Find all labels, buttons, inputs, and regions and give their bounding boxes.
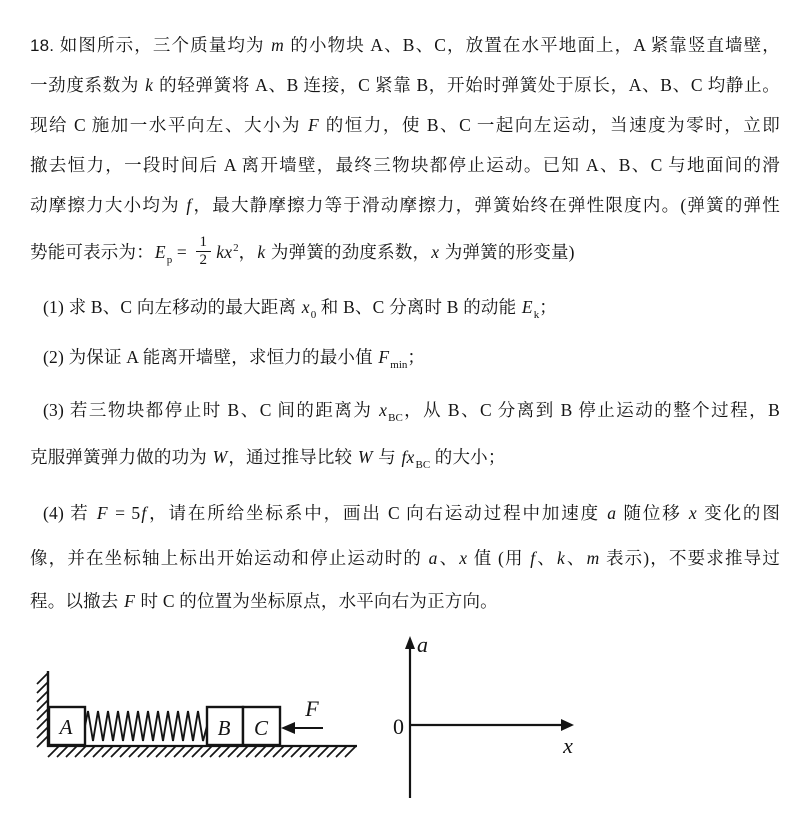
block-b (207, 707, 243, 745)
block-a-label: A (59, 715, 73, 739)
force-arrowhead (281, 722, 295, 734)
question-3-line-1: (3) 若三物块都停止时 B、C 间的距离为 $x_{BC}$，从 B、C 分离到 B 停止运动的整个过程，B (43, 400, 780, 424)
problem-line-2: 一劲度系数为 k 的轻弹簧将 A、B 连接，C 紧靠 B，开始时弹簧处于原长，A、B、C 均静止。 (30, 75, 780, 95)
wall-hatching (37, 673, 48, 747)
y-axis-arrowhead (405, 636, 415, 649)
x-axis-arrowhead (561, 719, 574, 731)
problem-line-5: 动摩擦力大小均为 f，最大静摩擦力等于滑动摩擦力，弹簧始终在弹性限度内。(弹簧的弹性 (30, 195, 780, 215)
problem-line-1: 18. 如图所示，三个质量均为 m 的小物块 A、B、C，放置在水平地面上，A 紧靠竖直墙壁， (30, 35, 781, 55)
question-4-line-3: 程。以撤去 F 时 C 的位置为坐标原点，水平向右为正方向。 (30, 591, 498, 611)
problem-line-4: 撤去恒力，一段时间后 A 离开墙壁，最终三物块都停止运动。已知 A、B、C 与地面间的滑 (30, 155, 780, 175)
question-4-line-2: 像，并在坐标轴上标出开始运动和停止运动时的 a、x 值 (用 f、k、m 表示)，不要求推导过 (30, 548, 781, 568)
block-c-label: C (253, 716, 269, 740)
block-c (243, 707, 280, 745)
wall (37, 671, 48, 747)
ground (47, 746, 357, 757)
question-3-line-2: 克服弹簧弹力做的功为 W，通过推导比较 W 与 $fx_{BC}$ 的大小； (30, 447, 506, 471)
figure-canvas (0, 630, 807, 816)
x-axis-label: x (563, 733, 573, 758)
problem-line-3: 现给 C 施加一水平向左、大小为 F 的恒力，使 B、C 一起向左运动，当速度为零时，立即 (30, 115, 780, 135)
ground-hatching (48, 746, 356, 757)
question-2: (2) 为保证 A 能离开墙壁，求恒力的最小值 $F_{min}$； (43, 347, 426, 371)
block-b-label: B (217, 716, 231, 740)
force-arrow (281, 696, 323, 734)
question-4-line-1: (4) 若 F = 5f，请在所给坐标系中，画出 C 向右运动过程中加速度 a 随位移 x 变化的图 (43, 503, 781, 523)
force-label: F (305, 696, 319, 721)
coordinate-axes (393, 632, 574, 798)
spring (85, 711, 207, 741)
origin-label: 0 (393, 714, 404, 739)
question-1: (1) 求 B、C 向左移动的最大距离 $x_0$ 和 B、C 分离时 B 的动能 $E_k$； (43, 297, 557, 321)
problem-line-formula: 势能可表示为：$E_p$ = $\frac{1}{2}$ $kx^2$，k 为弹簧的劲度系数，x 为弹簧的形变量) (30, 234, 575, 269)
block-a (49, 707, 85, 745)
y-axis-label: a (417, 632, 428, 657)
